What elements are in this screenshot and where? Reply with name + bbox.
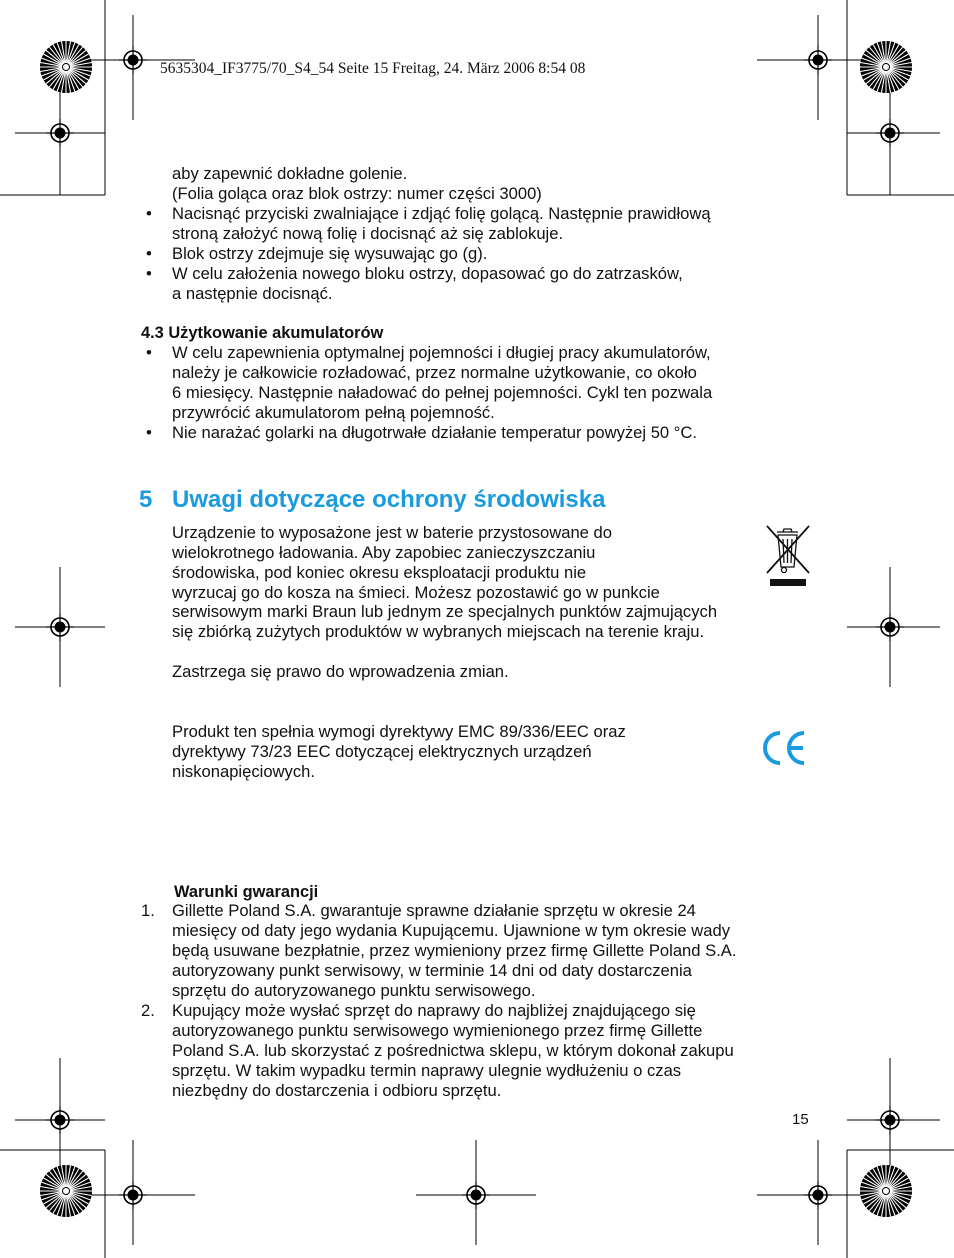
bullet-symbol: • (146, 244, 152, 263)
list-item: niezbędny do dostarczenia i odbioru sprzętu. (172, 1081, 502, 1100)
warranty-title: Warunki gwarancji (174, 883, 319, 901)
bullet-symbol: • (146, 264, 152, 283)
ce-para-line: niskonapięciowych. (172, 762, 315, 781)
list-item: 6 miesięcy. Następnie naładować do pełnej pojemności. Cykl ten pozwala (172, 383, 713, 402)
env-para-line: wielokrotnego ładowania. Aby zapobiec zanieczyszczaniu (172, 543, 596, 562)
section-5-number: 5 (139, 486, 153, 513)
list-item: a następnie docisnąć. (172, 284, 333, 303)
section-5-title: Uwagi dotyczące ochrony środowiska (172, 486, 606, 513)
intro-line-1: aby zapewnić dokładne golenie. (172, 164, 408, 183)
list-item: autoryzowanego punktu serwisowego wymienionego przez firmę Gillette (172, 1021, 703, 1040)
page-number: 15 (792, 1111, 809, 1128)
list-item: Poland S.A. lub skorzystać z pośrednictwa sklepu, w którym dokonał zakupu (172, 1041, 734, 1060)
list-item: należy je całkowicie rozładować, przez normalne użytkowanie, co około (172, 363, 697, 382)
env-para-line: serwisowym marki Braun lub jednym ze specjalnych punktów zajmujących (172, 602, 718, 621)
print-slug: 5635304_IF3775/70_S4_54 Seite 15 Freitag, 24. März 2006 8:54 08 (160, 60, 586, 77)
ce-para-line: Produkt ten spełnia wymogi dyrektywy EMC 89/336/EEC oraz (172, 722, 626, 741)
env-para-line: Urządzenie to wyposażone jest w baterie przystosowane do (172, 523, 612, 542)
bullet-symbol: • (146, 343, 152, 362)
ce-mark-icon (760, 729, 808, 767)
list-item: Nacisnąć przyciski zwalniające i zdjąć folię golącą. Następnie prawidłową (172, 204, 711, 223)
env-para-line: wyrzucaj go do kosza na śmieci. Możesz pozostawić go w punkcie (172, 583, 660, 602)
list-item: Blok ostrzy zdejmuje się wysuwając go (g). (172, 244, 488, 263)
list-item: Gillette Poland S.A. gwarantuje sprawne działanie sprzętu w okresie 24 (172, 901, 696, 920)
list-number: 2. (141, 1001, 155, 1020)
rights-reserved-text: Zastrzega się prawo do wprowadzenia zmian. (172, 662, 509, 681)
list-item: przywrócić akumulatorom pełną pojemność. (172, 403, 495, 422)
list-item: W celu założenia nowego bloku ostrzy, dopasować go do zatrzasków, (172, 264, 683, 283)
list-item: miesięcy od daty jego wydania Kupującemu. Ujawnione w tym okresie wady (172, 921, 731, 940)
intro-line-2: (Folia goląca oraz blok ostrzy: numer części 3000) (172, 184, 542, 203)
env-para-line: się zbiórką zużytych produktów w wybranych miejscach na terenie kraju. (172, 622, 705, 641)
list-item: Nie narażać golarki na długotrwałe działanie temperatur powyżej 50 °C. (172, 423, 698, 442)
bullet-symbol: • (146, 423, 152, 442)
list-item: W celu zapewnienia optymalnej pojemności i długiej pracy akumulatorów, (172, 343, 711, 362)
list-item: stroną założyć nową folię i docisnąć aż się zablokuje. (172, 224, 564, 243)
section-4-3-title: 4.3 Użytkowanie akumulatorów (141, 324, 384, 342)
list-item: autoryzowany punkt serwisowy, w terminie 14 dni od daty dostarczenia (172, 961, 692, 980)
list-item: sprzętu. W takim wypadku termin naprawy ulegnie wydłużeniu o czas (172, 1061, 682, 1080)
ce-para-line: dyrektywy 73/23 EEC dotyczącej elektrycznych urządzeń (172, 742, 592, 761)
crossed-out-wheelie-bin-icon (764, 523, 812, 589)
list-item: sprzętu do autoryzowanego punktu serwisowego. (172, 981, 536, 1000)
list-number: 1. (141, 901, 155, 920)
list-item: Kupujący może wysłać sprzęt do naprawy do najbliżej znajdującego się (172, 1001, 696, 1020)
bullet-symbol: • (146, 204, 152, 223)
list-item: będą usuwane bezpłatnie, przez wymieniony przez firmę Gillette Poland S.A. (172, 941, 737, 960)
env-para-line: środowiska, pod koniec okresu eksploatacji produktu nie (172, 563, 587, 582)
